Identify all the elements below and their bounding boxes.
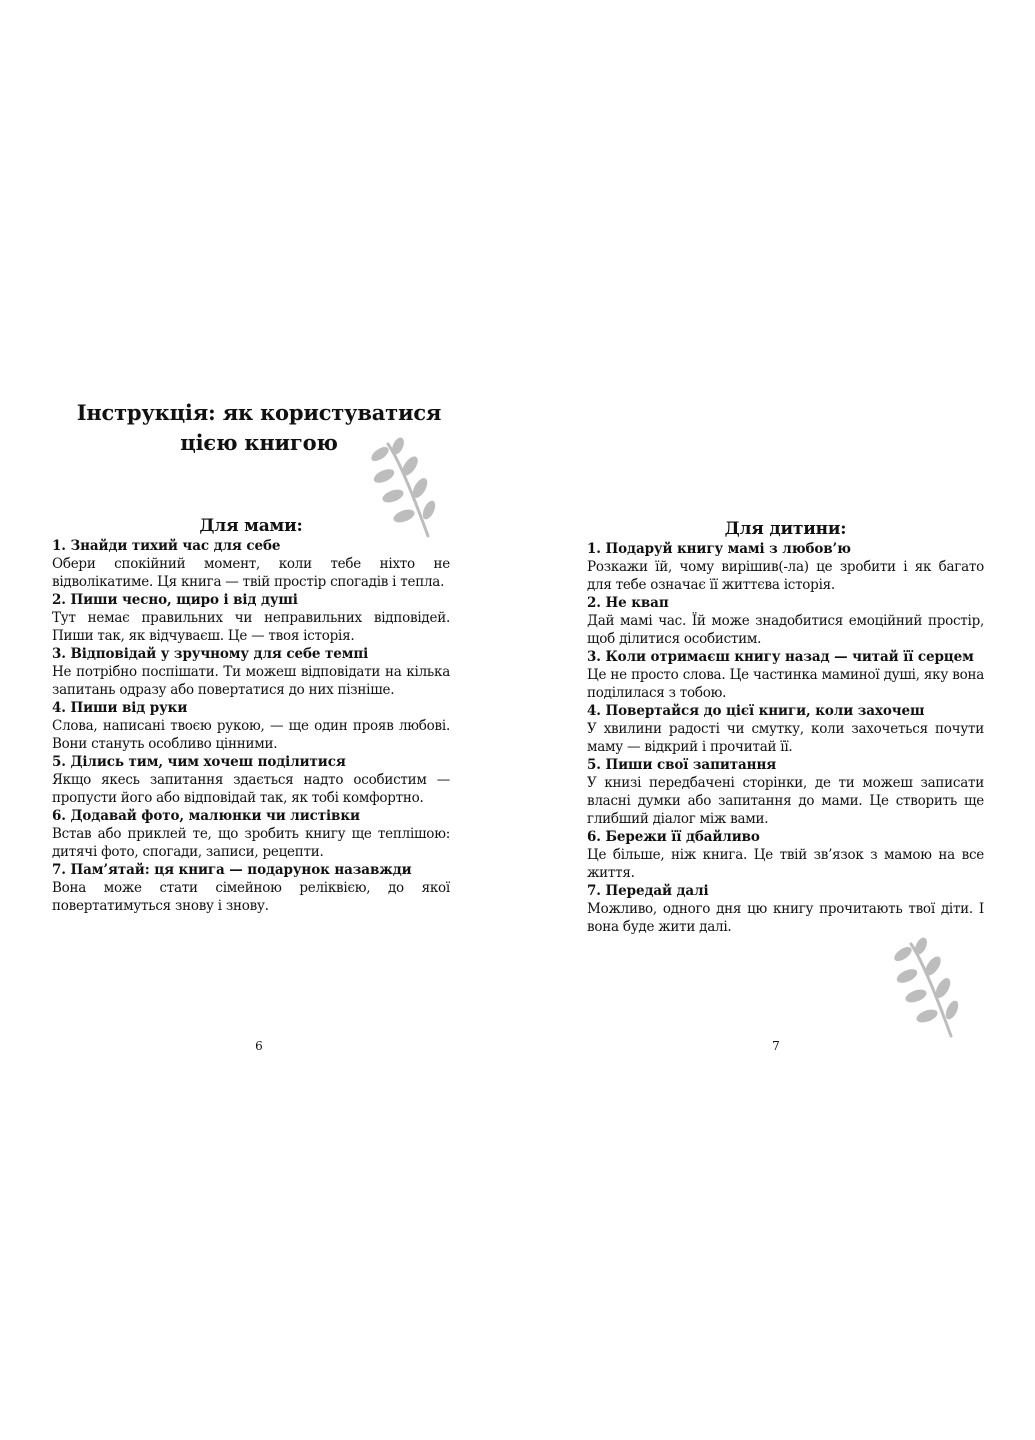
list-item <box>587 882 984 936</box>
right-page <box>517 0 1035 1440</box>
item-text: Розкажи їй, чому вирішив(-ла) це зробити і як багато для тебе означає її життєва історія. <box>587 559 984 593</box>
section-title-mother: Для мами: <box>199 516 303 536</box>
item-title: 1. Подаруй книгу мамі з любов’ю <box>587 541 851 557</box>
section-title-child: Для дитини: <box>724 519 847 539</box>
list-item <box>587 540 984 594</box>
list-item <box>587 756 984 828</box>
item-text: Тут немає правильних чи неправильних відповідей. Пиши так, як відчуваєш. Це — твоя історія. <box>52 610 450 644</box>
item-title: 3. Відповідай у зручному для себе темпі <box>52 646 369 662</box>
item-title: 7. Пам’ятай: ця книга — подарунок назавжди <box>52 862 412 878</box>
item-title: 5. Пиши свої запитання <box>587 757 777 773</box>
mother-instructions <box>52 515 450 915</box>
item-text: Вона може стати сімейною реліквією, до якої повертатимуться знову і знову. <box>52 880 450 914</box>
list-item <box>52 645 450 699</box>
item-text: Якщо якесь запитання здається надто особистим — пропусти його або відповідай так, як тобі комфортно. <box>52 772 450 806</box>
item-text: У книзі передбачені сторінки, де ти можеш записати власні думки або запитання до мами. Це створить ще глибший діалог між вами. <box>587 775 984 827</box>
item-text: Встав або приклей те, що зробить книгу ще теплішою: дитячі фото, спогади, записи, рецепти. <box>52 826 450 860</box>
item-text: Дай мамі час. Їй може знадобитися емоційний простір, щоб ділитися особистим. <box>587 613 984 647</box>
item-title: 3. Коли отримаєш книгу назад — читай її серцем <box>587 649 974 665</box>
item-title: 7. Передай далі <box>587 883 709 899</box>
list-item <box>587 648 984 702</box>
page-number: 7 <box>772 1039 780 1053</box>
list-item <box>587 702 984 756</box>
item-title: 2. Не квап <box>587 595 669 611</box>
list-item <box>587 828 984 882</box>
list-item <box>52 699 450 753</box>
item-text: У хвилини радості чи смутку, коли захочеться почути маму — відкрий і прочитай її. <box>587 721 984 755</box>
item-text: Слова, написані твоєю рукою, — ще один прояв любові. Вони стануть особливо цінними. <box>52 718 450 752</box>
list-item <box>52 537 450 591</box>
item-title: 4. Повертайся до цієї книги, коли захочеш <box>587 703 925 719</box>
list-item <box>52 591 450 645</box>
item-title: 6. Додавай фото, малюнки чи листівки <box>52 808 360 824</box>
item-text: Обери спокійний момент, коли тебе ніхто не відволікатиме. Ця книга — твій простір спогадів і тепла. <box>52 556 450 590</box>
page-title: Інструкція: як користуватися цією книгою <box>76 400 442 455</box>
item-title: 6. Бережи її дбайливо <box>587 829 760 845</box>
item-title: 5. Ділись тим, чим хочеш поділитися <box>52 754 346 770</box>
item-text: Можливо, одного дня цю книгу прочитають твої діти. І вона буде жити далі. <box>587 901 984 935</box>
child-instructions <box>587 518 984 936</box>
left-page <box>0 0 517 1440</box>
page-number: 6 <box>255 1039 263 1053</box>
item-text: Не потрібно поспішати. Ти можеш відповідати на кілька запитань одразу або повертатися до них пізніше. <box>52 664 450 698</box>
list-item <box>587 594 984 648</box>
item-text: Це не просто слова. Це частинка маминої душі, яку вона поділилася з тобою. <box>587 667 984 701</box>
leaf-sprig-icon <box>891 936 963 1040</box>
list-item <box>52 753 450 807</box>
item-title: 1. Знайди тихий час для себе <box>52 538 281 554</box>
item-title: 4. Пиши від руки <box>52 700 188 716</box>
list-item <box>52 861 450 915</box>
list-item <box>52 807 450 861</box>
item-title: 2. Пиши чесно, щиро і від душі <box>52 592 298 608</box>
item-text: Це більше, ніж книга. Це твій зв’язок з мамою на все життя. <box>587 847 984 881</box>
